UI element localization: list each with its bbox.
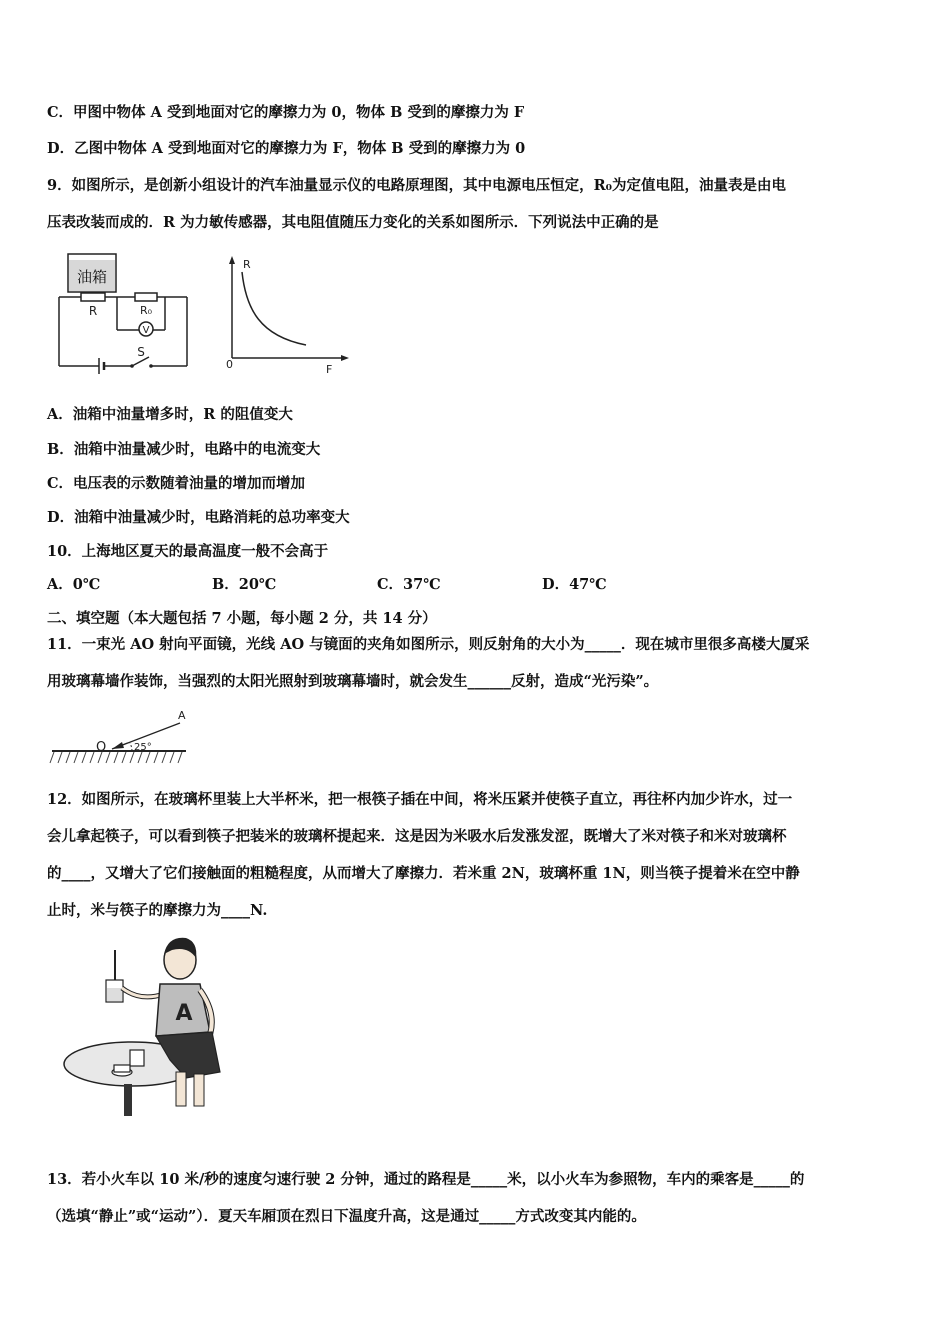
boy-chopstick-rice-illustration bbox=[60, 932, 240, 1120]
q9-option-c: C．电压表的示数随着油量的增加而增加 bbox=[47, 475, 306, 492]
q9-option-b: B．油箱中油量减少时，电路中的电流变大 bbox=[47, 441, 321, 458]
point-a-label: A bbox=[178, 709, 186, 722]
q10-option-b: B．20℃ bbox=[212, 576, 277, 593]
shirt-letter: A bbox=[175, 1001, 193, 1026]
q9-option-d: D．油箱中油量减少时，电路消耗的总功率变大 bbox=[47, 509, 350, 526]
q13-line1: 13．若小火车以 10 米/秒的速度匀速行驶 2 分钟，通过的路程是_____米，以小火车为参照物，车内的乘客是_____的 bbox=[47, 1171, 805, 1188]
q11-line2: 用玻璃幕墙作装饰，当强烈的太阳光照射到玻璃幕墙时，就会发生______反射，造成“光污染”。 bbox=[47, 673, 659, 690]
q11-line1: 11．一束光 AO 射向平面镜，光线 AO 与镜面的夹角如图所示，则反射角的大小为_____．现在城市里很多高楼大厦采 bbox=[47, 636, 810, 653]
q8-option-c: C．甲图中物体 A 受到地面对它的摩擦力为 0，物体 B 受到的摩擦力为 F bbox=[47, 104, 525, 121]
graph-y-label: R bbox=[243, 258, 251, 271]
resistance-force-graph bbox=[222, 254, 354, 376]
q10-option-a: A．0℃ bbox=[47, 576, 101, 593]
switch-label: S bbox=[137, 345, 145, 359]
cup-on-table bbox=[130, 1050, 144, 1066]
graph-origin-label: 0 bbox=[226, 358, 233, 371]
resistor-r bbox=[81, 293, 105, 301]
section2-heading: 二、填空题（本大题包括 7 小题，每小题 2 分，共 14 分） bbox=[47, 610, 437, 627]
resistor-r0 bbox=[135, 293, 157, 301]
graph-x-label: F bbox=[326, 363, 333, 376]
oil-gauge-circuit-diagram bbox=[55, 252, 195, 374]
angle-label: 25° bbox=[134, 742, 152, 753]
q9-option-a: A．油箱中油量增多时，R 的阻值变大 bbox=[47, 406, 293, 423]
q10-stem: 10．上海地区夏天的最高温度一般不会高于 bbox=[47, 543, 329, 560]
q13-line2: （选填“静止”或“运动”）．夏天车厢顶在烈日下温度升高，这是通过_____方式改变其内能的。 bbox=[47, 1208, 646, 1225]
q9-stem-line2: 压表改装而成的．R 为力敏传感器，其电阻值随压力变化的关系如图所示．下列说法中正确的是 bbox=[47, 214, 659, 231]
q12-line4: 止时，米与筷子的摩擦力为____N. bbox=[47, 902, 268, 919]
light-reflection-mirror-diagram bbox=[50, 705, 190, 767]
graph-curve bbox=[242, 272, 306, 345]
q10-option-d: D．47℃ bbox=[542, 576, 607, 593]
tank-label: 油箱 bbox=[76, 268, 108, 286]
point-o-label: O bbox=[96, 740, 107, 755]
r0-label: R₀ bbox=[139, 304, 153, 317]
q8-option-d: D．乙图中物体 A 受到地面对它的摩擦力为 F，物体 B 受到的摩擦力为 0 bbox=[47, 140, 526, 157]
r-label: R bbox=[88, 304, 98, 318]
q10-option-c: C．37℃ bbox=[377, 576, 441, 593]
q12-line1: 12．如图所示，在玻璃杯里装上大半杯米，把一根筷子插在中间，将米压紧并使筷子直立，再往杯内加少许水，过一 bbox=[47, 791, 793, 808]
q12-line3: 的____，又增大了它们接触面的粗糙程度，从而增大了摩擦力．若米重 2N，玻璃杯重 1N，则当筷子提着米在空中静 bbox=[47, 865, 800, 882]
meter-label: V bbox=[142, 325, 150, 336]
q9-stem-line1: 9．如图所示，是创新小组设计的汽车油量显示仪的电路原理图，其中电源电压恒定，R₀为定值电阻，油量表是由电 bbox=[47, 177, 786, 194]
q12-line2: 会儿拿起筷子，可以看到筷子把装米的玻璃杯提起来．这是因为米吸水后发涨发涩，既增大了米对筷子和米对玻璃杯 bbox=[47, 828, 787, 845]
